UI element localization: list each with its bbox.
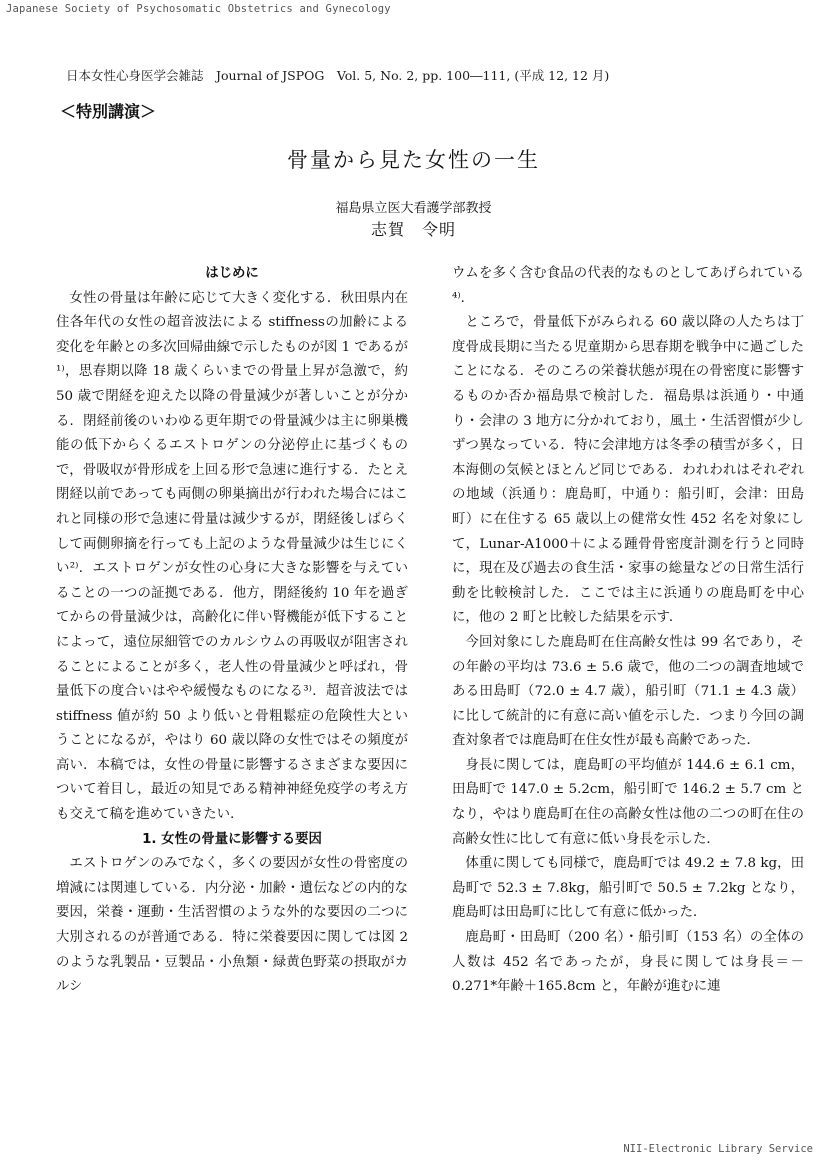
library-footer: NII-Electronic Library Service — [623, 1143, 813, 1155]
right-paragraph-age: 今回対象にした鹿島町在住高齢女性は 99 名であり，その年齢の平均は 73.6 ± 5.6 歳で，他の二つの調査地域である田島町（72.0 ± 4.7 歳），船引町（71.1 ± 4.3 歳）に比して統計的に有意に高い値を示した．つまり今回の調査対象者では鹿島町在住女性が最も高齢であった． — [452, 634, 804, 749]
author-name: 志賀 令明 — [370, 220, 456, 239]
intro-paragraph: 女性の骨量は年齢に応じて大きく変化する．秋田県内在住各年代の女性の超音波法による stiffnessの加齢による変化を年齢との多次回帰曲線で示したものが図 1 であるが¹⁾，思春期以降 18 歳くらいまでの骨量上昇が急激で，約 50 歳で閉経を迎えた以降の骨量減少が著しいことが分かる．閉経前後のいわゆる更年期での骨量減少は主に卵巣機能の低下からくるエストロゲンの分泌停止に基づくもので，骨吸収が骨形成を上回る形で急速に進行する．たとえ閉経以前であっても両側の卵巣摘出が行われた場合にはこれと同様の形で急速に骨量は減少するが，閉経後しばらくして両側卵摘を行っても上記のような骨量減少は生じにくい²⁾．エストロゲンが女性の心身に大きな影響を与えていることの一つの証拠である．他方，閉経後約 10 年を過ぎてからの骨量減少は，高齢化に伴い腎機能が低下することによって，遠位尿細管でのカルシウムの再吸収が阻害されることによることが多く，老人性の骨量減少と呼ばれ，骨量低下の度合いはやや緩慢なものになる³⁾．超音波法では stiffness 値が約 50 より低いと骨粗鬆症の危険性大ということになるが，やはり 60 歳以降の女性ではその頻度が高い．本稿では，女性の骨量に影響するさまざまな要因について着目し，最近の知見である精神神経免疫学の考え方も交えて稿を進めていきたい． — [56, 290, 408, 823]
section1-paragraph: エストロゲンのみでなく，多くの要因が女性の骨密度の増減には関連している．内分泌・加齢・遺伝などの内的な要因，栄養・運動・生活習慣のような外的な要因の二つに大別されるのが普通である．特に栄養要因に関しては図 2 のような乳製品・豆製品・小魚類・緑黄色野菜の摂取がカルシ — [56, 856, 408, 995]
right-paragraph-height: 身長に関しては，鹿島町の平均値が 144.6 ± 6.1 cm，田島町で 147.0 ± 5.2cm，船引町で 146.2 ± 5.7 cm となり，やはり鹿島町在住の高齢女性は他の二つの町在住の高齢女性に比して有意に低い身長を示した． — [452, 757, 804, 847]
journal-citation: 日本女性心身医学会雑誌 Journal of JSPOG Vol. 5, No. 2, pp. 100―111, (平成 12, 12 月) — [66, 68, 610, 83]
right-paragraph-survey: ところで，骨量低下がみられる 60 歳以降の人たちは丁度骨成長期に当たる児童期から思春期を戦争中に過ごしたことになる．そのころの栄養状態が現在の骨密度に影響するものか否か福島県で検討した．福島県は浜通り・中通り・会津の 3 地方に分かれており，風土・生活習慣が少しずつ異なっている．特に会津地方は冬季の積雪が多く，日本海側の気候とほとんど同じである．われわれはそれぞれの地域（浜通り：鹿島町，中通り：船引町，会津：田島町）に在住する 65 歳以上の健常女性 452 名を対象にして，Lunar-A1000＋による踵骨骨密度計測を行うと同時に，現在及び過去の食生活・家事の総量などの日常生活行動を比較検討した．ここでは主に浜通りの鹿島町を中心に，他の 2 町と比較した結果を示す． — [452, 315, 804, 626]
right-paragraph-continued: ウムを多く含む食品の代表的なものとしてあげられている⁴⁾． — [452, 266, 804, 306]
section1-heading: 1. 女性の骨量に影響する要因 — [142, 831, 322, 847]
article-title: 骨量から見た女性の一生 — [287, 148, 540, 172]
intro-heading: はじめに — [205, 266, 259, 281]
left-column — [56, 262, 408, 1000]
right-paragraph-total: 鹿島町・田島町（200 名）・船引町（153 名）の全体の人数は 452 名であったが，身長に関しては身長＝－0.271*年齢＋165.8cm と，年齢が進むに連 — [452, 930, 804, 995]
author-affiliation: 福島県立医大看護学部教授 — [335, 201, 492, 216]
section-tag: ＜特別講演＞ — [60, 102, 157, 121]
society-header: Japanese Society of Psychosomatic Obstetrics and Gynecology — [6, 3, 391, 15]
right-paragraph-weight: 体重に関しても同様で，鹿島町では 49.2 ± 7.8 kg，田島町で 52.3 ± 7.8kg，船引町で 50.5 ± 7.2kg となり，鹿島町は田島町に比して有意に低かった． — [452, 856, 804, 921]
right-column — [452, 262, 804, 1000]
